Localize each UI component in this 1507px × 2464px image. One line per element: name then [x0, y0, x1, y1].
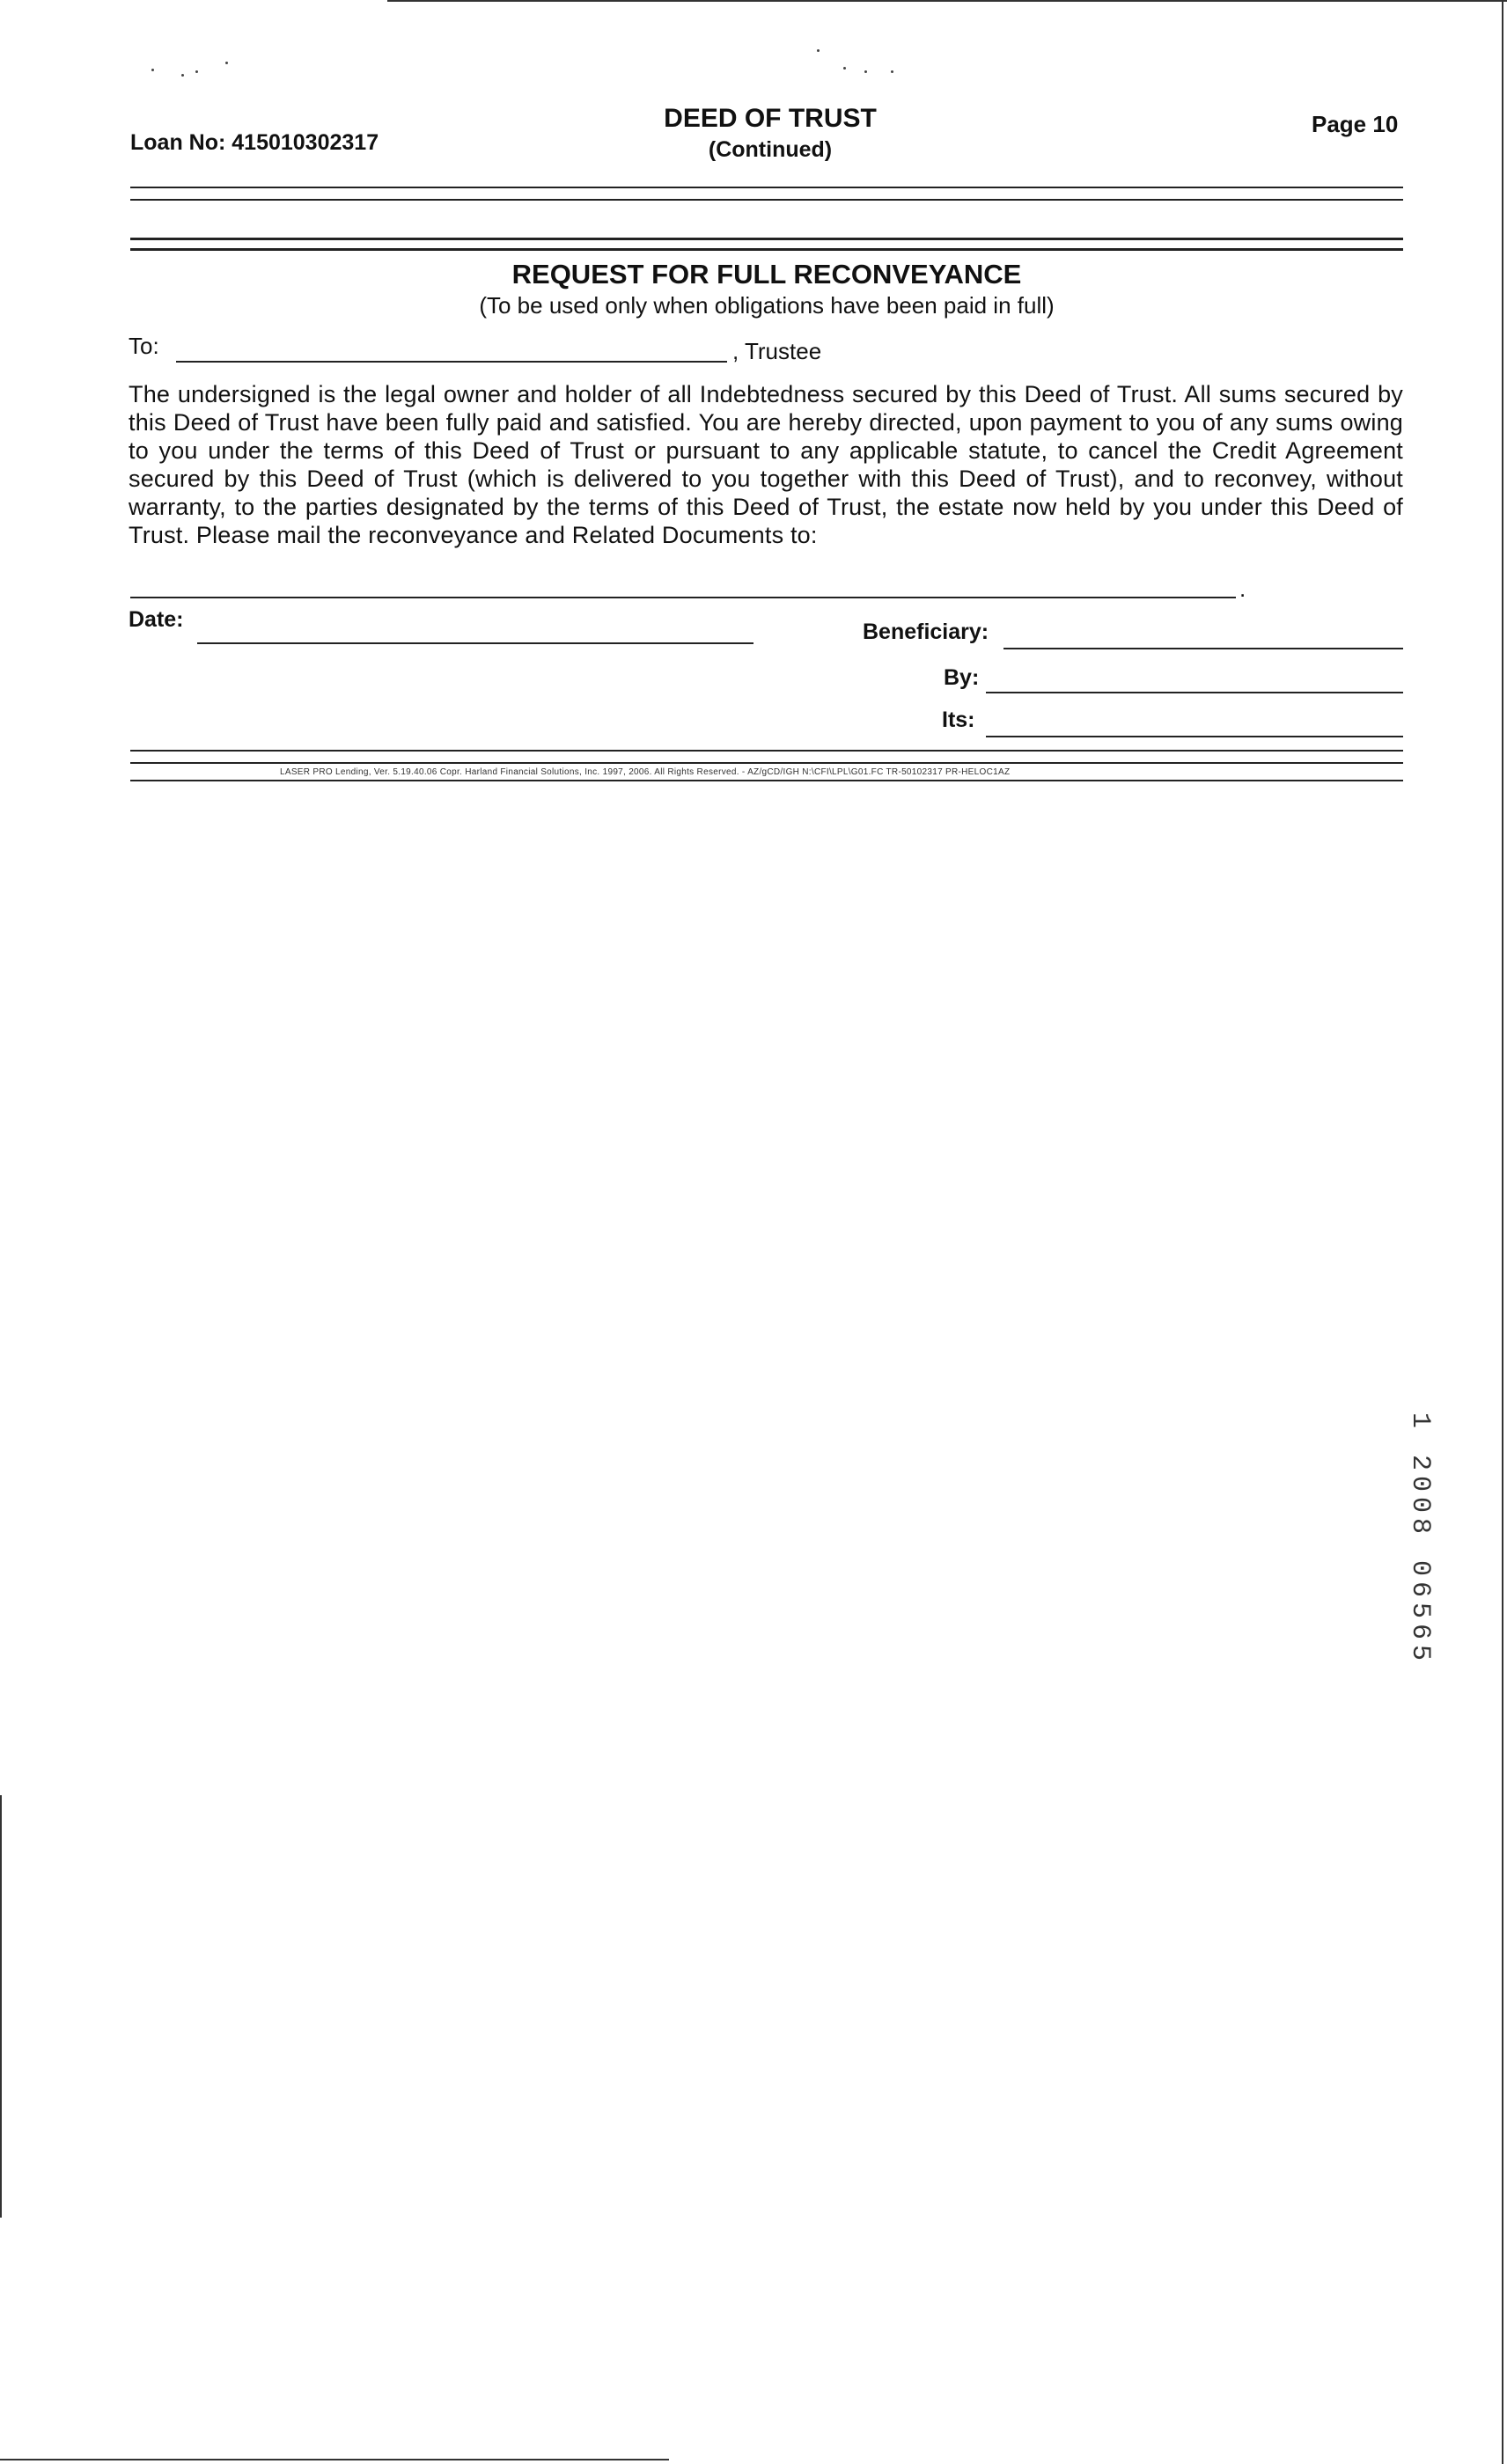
scan-speck	[891, 70, 893, 73]
its-label: Its:	[942, 708, 975, 732]
date-field[interactable]	[197, 642, 754, 644]
scan-speck	[864, 70, 867, 73]
mailing-address-period: .	[1239, 576, 1246, 602]
scan-speck	[195, 70, 198, 73]
footer-rule	[130, 750, 1403, 752]
document-title: DEED OF TRUST	[664, 104, 877, 133]
scan-edge-left	[0, 1795, 2, 2218]
scan-speck	[843, 67, 846, 70]
header-rule	[130, 199, 1403, 201]
trustee-label: , Trustee	[732, 338, 822, 364]
loan-number: Loan No: 415010302317	[130, 130, 379, 155]
trustee-name-field[interactable]	[176, 361, 727, 363]
document-subtitle: (Continued)	[708, 137, 833, 162]
by-field[interactable]	[986, 692, 1403, 693]
scan-speck	[181, 74, 184, 77]
date-label: Date:	[129, 607, 184, 632]
section-subtitle: (To be used only when obligations have been paid in full)	[479, 292, 1055, 319]
footer-rule	[130, 780, 1403, 781]
page-number: Page 10	[1312, 111, 1399, 137]
by-label: By:	[944, 665, 980, 690]
scan-speck	[151, 69, 154, 71]
software-footer-text: LASER PRO Lending, Ver. 5.19.40.06 Copr. Harland Financial Solutions, Inc. 1997, 2006. All Rights Reserved. - AZ/gCD/IGH N:\CFI\LPL\G01.FC TR-50102317 PR-HELOC1AZ	[280, 767, 1011, 777]
section-rule	[130, 248, 1403, 251]
footer-rule	[130, 762, 1403, 764]
beneficiary-label: Beneficiary:	[863, 620, 989, 644]
beneficiary-field[interactable]	[1003, 648, 1403, 649]
scan-speck	[817, 49, 820, 52]
recording-stamp	[1405, 1412, 1488, 1668]
scan-speck	[225, 62, 228, 64]
to-label: To:	[129, 333, 159, 359]
section-rule	[130, 238, 1403, 240]
scan-edge-bottom	[0, 2459, 669, 2460]
reconveyance-body-text: The undersigned is the legal owner and holder of all Indebtedness secured by this Deed of Trust. All sums secured by this Deed of Trust have been fully paid and satisfied. You are hereby directed, upon payment to you of any sums owing to you under the terms of this Deed of Trust or pursuant to any applicable statute, to cancel the Credit Agreement secured by this Deed of Trust (which is delivered to you together with this Deed of Trust), and to reconvey, without warranty, to the parties designated by the terms of this Deed of Trust, the estate now held by you under this Deed of Trust. Please mail the reconveyance and Related Documents to:	[129, 381, 1403, 548]
mailing-address-field[interactable]	[130, 597, 1236, 598]
header-rule	[130, 187, 1403, 188]
scan-edge-top	[387, 0, 1507, 2]
scan-edge-right	[1502, 0, 1503, 2464]
recording-stamp-text: 1 2008 06565	[1405, 1412, 1435, 1667]
its-field[interactable]	[986, 736, 1403, 737]
section-title: REQUEST FOR FULL RECONVEYANCE	[511, 259, 1022, 290]
